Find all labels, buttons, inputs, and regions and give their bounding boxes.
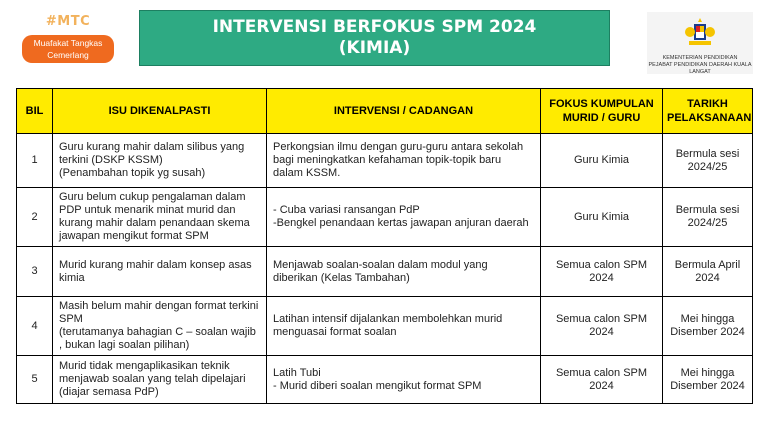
crest-icon (683, 16, 717, 50)
table-row (17, 297, 753, 356)
cell-bil: 4 (17, 297, 53, 356)
intervention-table (16, 88, 753, 404)
table-row (17, 247, 753, 297)
cell-tarikh: Mei hingga Disember 2024 (663, 297, 753, 356)
table-row (17, 356, 753, 404)
table-row (17, 134, 753, 188)
cell-isu: Masih belum mahir dengan format terkini SPM (terutamanya bahagian C – soalan wajib , bukan lagi soalan pilihan) (53, 297, 267, 356)
cell-isu: Guru kurang mahir dalam silibus yang terkini (DSKP KSSM) (Penambahan topik yg susah) (53, 134, 267, 188)
cell-intervensi: Perkongsian ilmu dengan guru-guru antara sekolah bagi meningkatkan kefahaman topik-topik baru dalam KSSM. (267, 134, 541, 188)
brand (22, 14, 114, 63)
logo-office-name: PEJABAT PENDIDIKAN DAERAH KUALA LANGAT (648, 62, 752, 75)
cell-isu: Murid kurang mahir dalam konsep asas kimia (53, 247, 267, 297)
title-banner (139, 10, 610, 66)
col-header-intervensi: INTERVENSI / CADANGAN (267, 89, 541, 134)
cell-bil: 5 (17, 356, 53, 404)
col-header-isu: ISU DIKENALPASTI (53, 89, 267, 134)
col-header-fokus: FOKUS KUMPULAN MURID / GURU (541, 89, 663, 134)
cell-fokus: Guru Kimia (541, 134, 663, 188)
cell-isu: Murid tidak mengaplikasikan teknik menjawab soalan yang telah dipelajari (diajar semasa PdP) (53, 356, 267, 404)
cell-tarikh: Bermula April 2024 (663, 247, 753, 297)
cell-fokus: Guru Kimia (541, 188, 663, 247)
cell-tarikh: Mei hingga Disember 2024 (663, 356, 753, 404)
cell-tarikh: Bermula sesi 2024/25 (663, 188, 753, 247)
col-header-bil: BIL (17, 89, 53, 134)
brand-motto: Muafakat Tangkas Cemerlang (22, 35, 114, 63)
cell-intervensi: Latihan intensif dijalankan membolehkan murid menguasai format soalan (267, 297, 541, 356)
table-header-row (17, 89, 753, 134)
page-subtitle: (KIMIA) (338, 38, 411, 58)
cell-fokus: Semua calon SPM 2024 (541, 297, 663, 356)
cell-fokus: Semua calon SPM 2024 (541, 356, 663, 404)
cell-bil: 3 (17, 247, 53, 297)
cell-intervensi: Latih Tubi - Murid diberi soalan mengikut format SPM (267, 356, 541, 404)
cell-intervensi: - Cuba variasi ransangan PdP -Bengkel penandaan kertas jawapan anjuran daerah (267, 188, 541, 247)
cell-tarikh: Bermula sesi 2024/25 (663, 134, 753, 188)
ministry-logo (647, 12, 753, 74)
cell-bil: 2 (17, 188, 53, 247)
table-row (17, 188, 753, 247)
page-title: INTERVENSI BERFOKUS SPM 2024 (212, 17, 537, 37)
logo-ministry-name: KEMENTERIAN PENDIDIKAN (662, 55, 738, 61)
cell-fokus: Semua calon SPM 2024 (541, 247, 663, 297)
cell-intervensi: Menjawab soalan-soalan dalam modul yang diberikan (Kelas Tambahan) (267, 247, 541, 297)
cell-isu: Guru belum cukup pengalaman dalam PDP untuk menarik minat murid dan kurang mahir dalam penandaan skema jawapan mengikut format SPM (53, 188, 267, 247)
cell-bil: 1 (17, 134, 53, 188)
brand-hashtag: #MTC (45, 14, 91, 29)
col-header-tarikh: TARIKH PELAKSANAAN (663, 89, 753, 134)
